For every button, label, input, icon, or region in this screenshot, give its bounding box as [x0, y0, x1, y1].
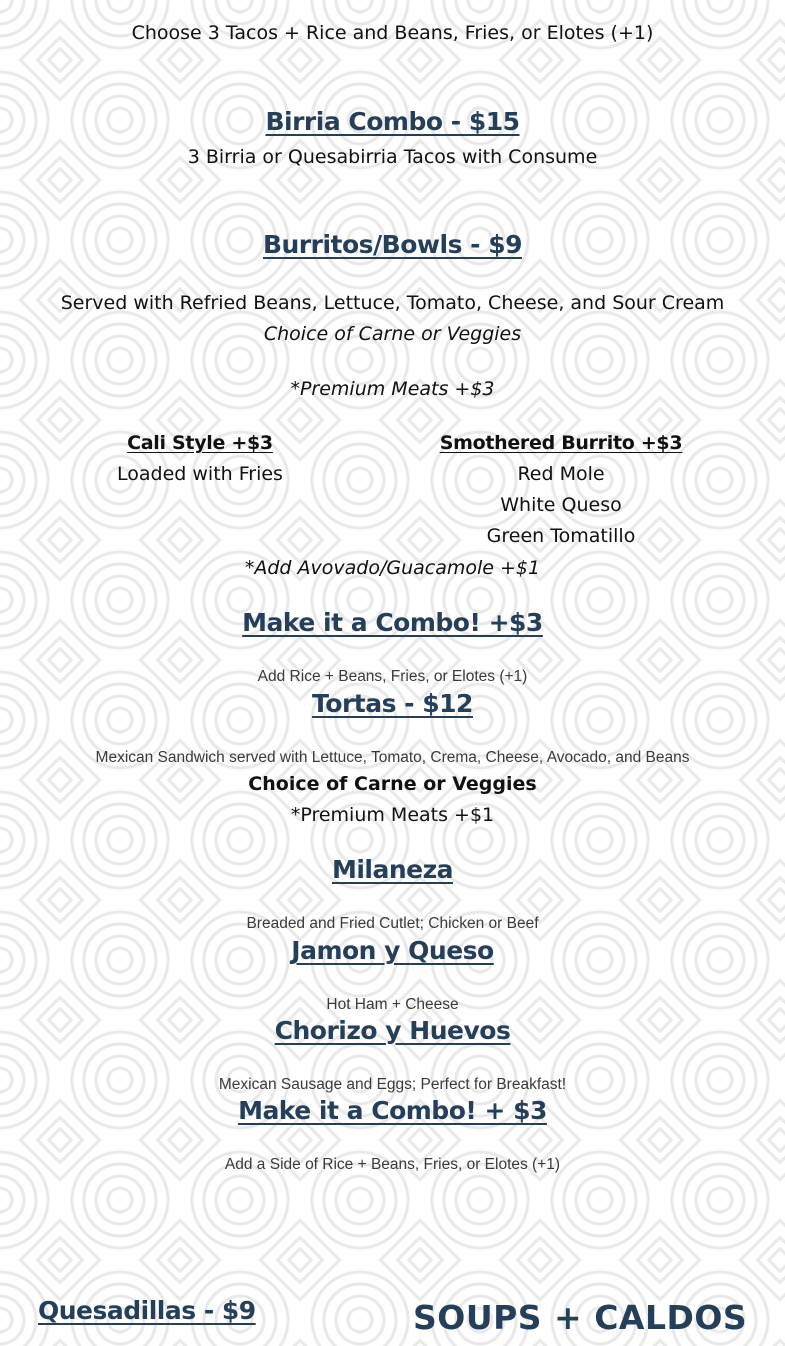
- tortas-combo-desc: Add a Side of Rice + Beans, Fries, or Elotes (+1): [224, 1156, 561, 1173]
- tortas-premium-meats: *Premium Meats +$1: [290, 804, 495, 826]
- quesadillas-title: Quesadillas - $9: [38, 1296, 256, 1325]
- chorizo-y-huevos-desc: Mexican Sausage and Eggs; Perfect for Breakfast!: [218, 1076, 567, 1093]
- smothered-burrito-section: [430, 432, 692, 547]
- tortas-desc: Mexican Sandwich served with Lettuce, Tomato, Crema, Cheese, Avocado, and Beans: [95, 749, 690, 766]
- burritos-premium-meats: *Premium Meats +$3: [290, 378, 495, 400]
- birria-combo-title: Birria Combo - $15: [265, 107, 520, 136]
- smothered-burrito-title: Smothered Burrito +$3: [439, 432, 683, 454]
- milaneza-desc: Breaded and Fried Cutlet; Chicken or Beef: [246, 915, 539, 932]
- cali-style-section: [80, 432, 320, 485]
- burritos-served-with: Served with Refried Beans, Lettuce, Tomato, Cheese, and Sour Cream: [60, 292, 725, 314]
- burrito-combo-title: Make it a Combo! +$3: [242, 608, 543, 637]
- soups-caldos-title: SOUPS + CALDOS: [413, 1298, 748, 1337]
- cali-style-desc: Loaded with Fries: [117, 463, 283, 485]
- jamon-y-queso-desc: Hot Ham + Cheese: [326, 996, 459, 1013]
- milaneza-title: Milaneza: [331, 855, 454, 884]
- tortas-combo-title: Make it a Combo! + $3: [238, 1096, 547, 1125]
- smothered-option: Red Mole: [517, 463, 605, 485]
- burritos-choice: Choice of Carne or Veggies: [263, 323, 522, 345]
- tortas-title: Tortas - $12: [312, 689, 473, 718]
- burritos-bowls-title: Burritos/Bowls - $9: [262, 230, 523, 259]
- birria-combo-desc: 3 Birria or Quesabirria Tacos with Consume: [187, 146, 598, 168]
- burrito-combo-desc: Add Rice + Beans, Fries, or Elotes (+1): [257, 668, 528, 685]
- cali-style-title: Cali Style +$3: [127, 432, 273, 454]
- add-avocado-note: *Add Avovado/Guacamole +$1: [244, 557, 541, 579]
- intro-line: Choose 3 Tacos + Rice and Beans, Fries, or Elotes (+1): [131, 22, 654, 44]
- jamon-y-queso-title: Jamon y Queso: [291, 936, 494, 965]
- chorizo-y-huevos-title: Chorizo y Huevos: [274, 1016, 511, 1045]
- smothered-option: Green Tomatillo: [486, 525, 636, 547]
- smothered-option: White Queso: [500, 494, 622, 516]
- tortas-choice: Choice of Carne or Veggies: [248, 773, 537, 795]
